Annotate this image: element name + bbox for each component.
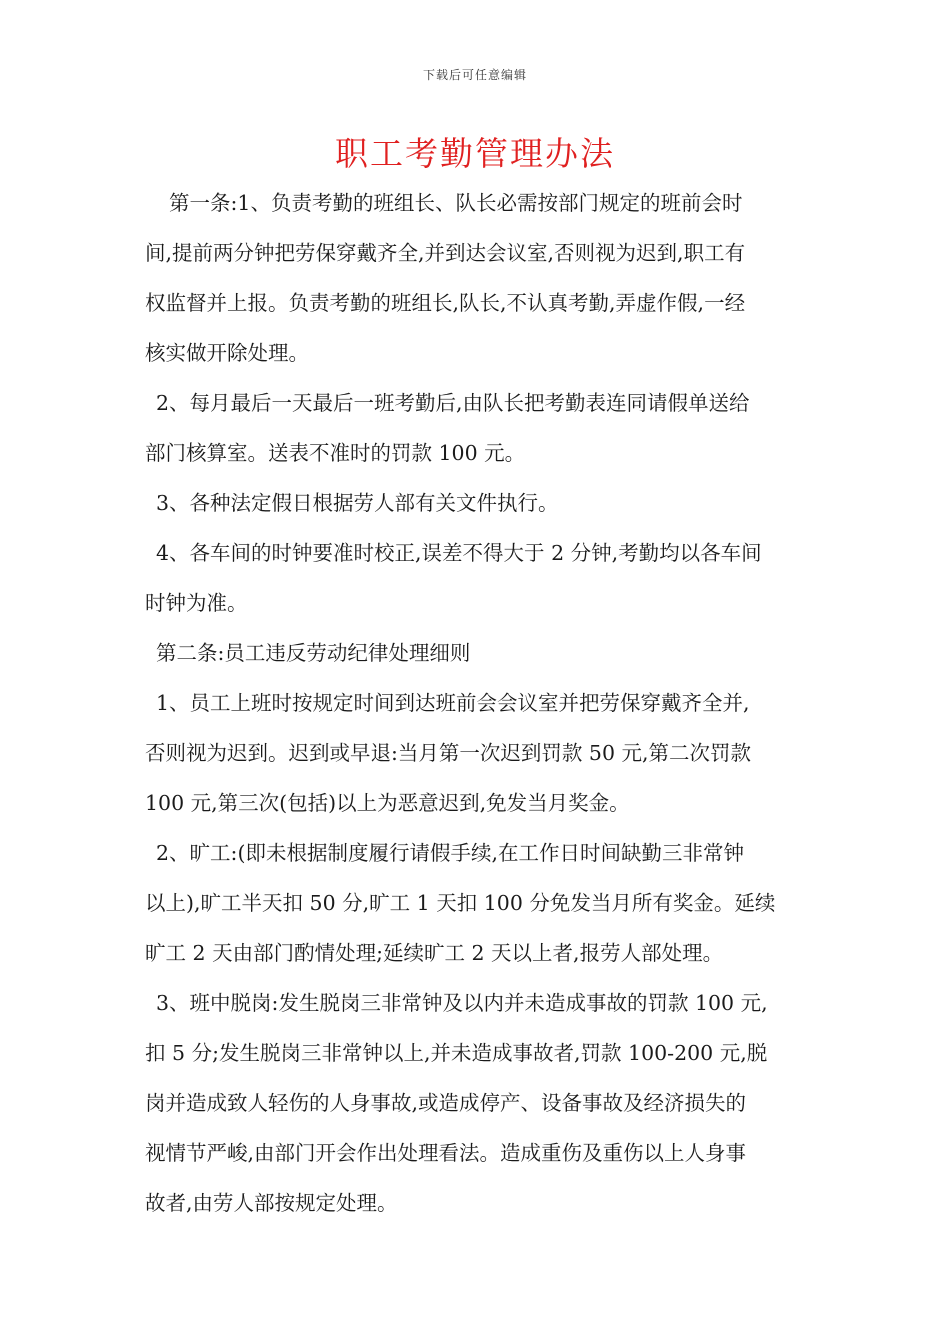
- paragraph-line: 时钟为准。: [145, 591, 248, 615]
- paragraph-line: 视情节严峻,由部门开会作出处理看法。造成重伤及重伤以上人身事: [145, 1141, 747, 1165]
- paragraph-line: 旷工 2 天由部门酌情处理;延续旷工 2 天以上者,报劳人部处理。: [145, 941, 724, 965]
- section-heading: 第二条:员工违反劳动纪律处理细则: [156, 641, 471, 665]
- paragraph-line: 3、各种法定假日根据劳人部有关文件执行。: [156, 491, 559, 515]
- paragraph-line: 间,提前两分钟把劳保穿戴齐全,并到达会议室,否则视为迟到,职工有: [145, 241, 746, 265]
- paragraph-line: 以上),旷工半天扣 50 分,旷工 1 天扣 100 分免发当月所有奖金。延续: [145, 891, 776, 915]
- paragraph-line: 1、员工上班时按规定时间到达班前会会议室并把劳保穿戴齐全并,: [156, 691, 750, 715]
- paragraph-line: 核实做开除处理。: [145, 341, 309, 365]
- document-body: [145, 178, 810, 1228]
- paragraph-line: 权监督并上报。负责考勤的班组长,队长,不认真考勤,弄虚作假,一经: [145, 291, 746, 315]
- paragraph-line: 100 元,第三次(包括)以上为恶意迟到,免发当月奖金。: [145, 791, 630, 815]
- paragraph-line: 部门核算室。送表不准时的罚款 100 元。: [145, 441, 526, 465]
- paragraph-line: 岗并造成致人轻伤的人身事故,或造成停产、设备事故及经济损失的: [145, 1091, 747, 1115]
- paragraph-line: 2、旷工:(即未根据制度履行请假手续,在工作日时间缺勤三非常钟: [156, 841, 744, 865]
- header-note: 下载后可任意编辑: [422, 68, 527, 82]
- paragraph-line: 否则视为迟到。迟到或早退:当月第一次迟到罚款 50 元,第二次罚款: [145, 741, 752, 765]
- paragraph-line: 第一条:1、负责考勤的班组长、队长必需按部门规定的班前会时: [169, 191, 743, 215]
- paragraph-line: 2、每月最后一天最后一班考勤后,由队长把考勤表连同请假单送给: [156, 391, 750, 415]
- paragraph-line: 3、班中脱岗:发生脱岗三非常钟及以内并未造成事故的罚款 100 元,: [156, 991, 768, 1015]
- paragraph-line: 4、各车间的时钟要准时校正,误差不得大于 2 分钟,考勤均以各车间: [156, 541, 762, 565]
- document-title: 职工考勤管理办法: [335, 134, 615, 173]
- paragraph-line: 故者,由劳人部按规定处理。: [145, 1191, 398, 1215]
- paragraph-line: 扣 5 分;发生脱岗三非常钟以上,并未造成事故者,罚款 100-200 元,脱: [145, 1041, 768, 1065]
